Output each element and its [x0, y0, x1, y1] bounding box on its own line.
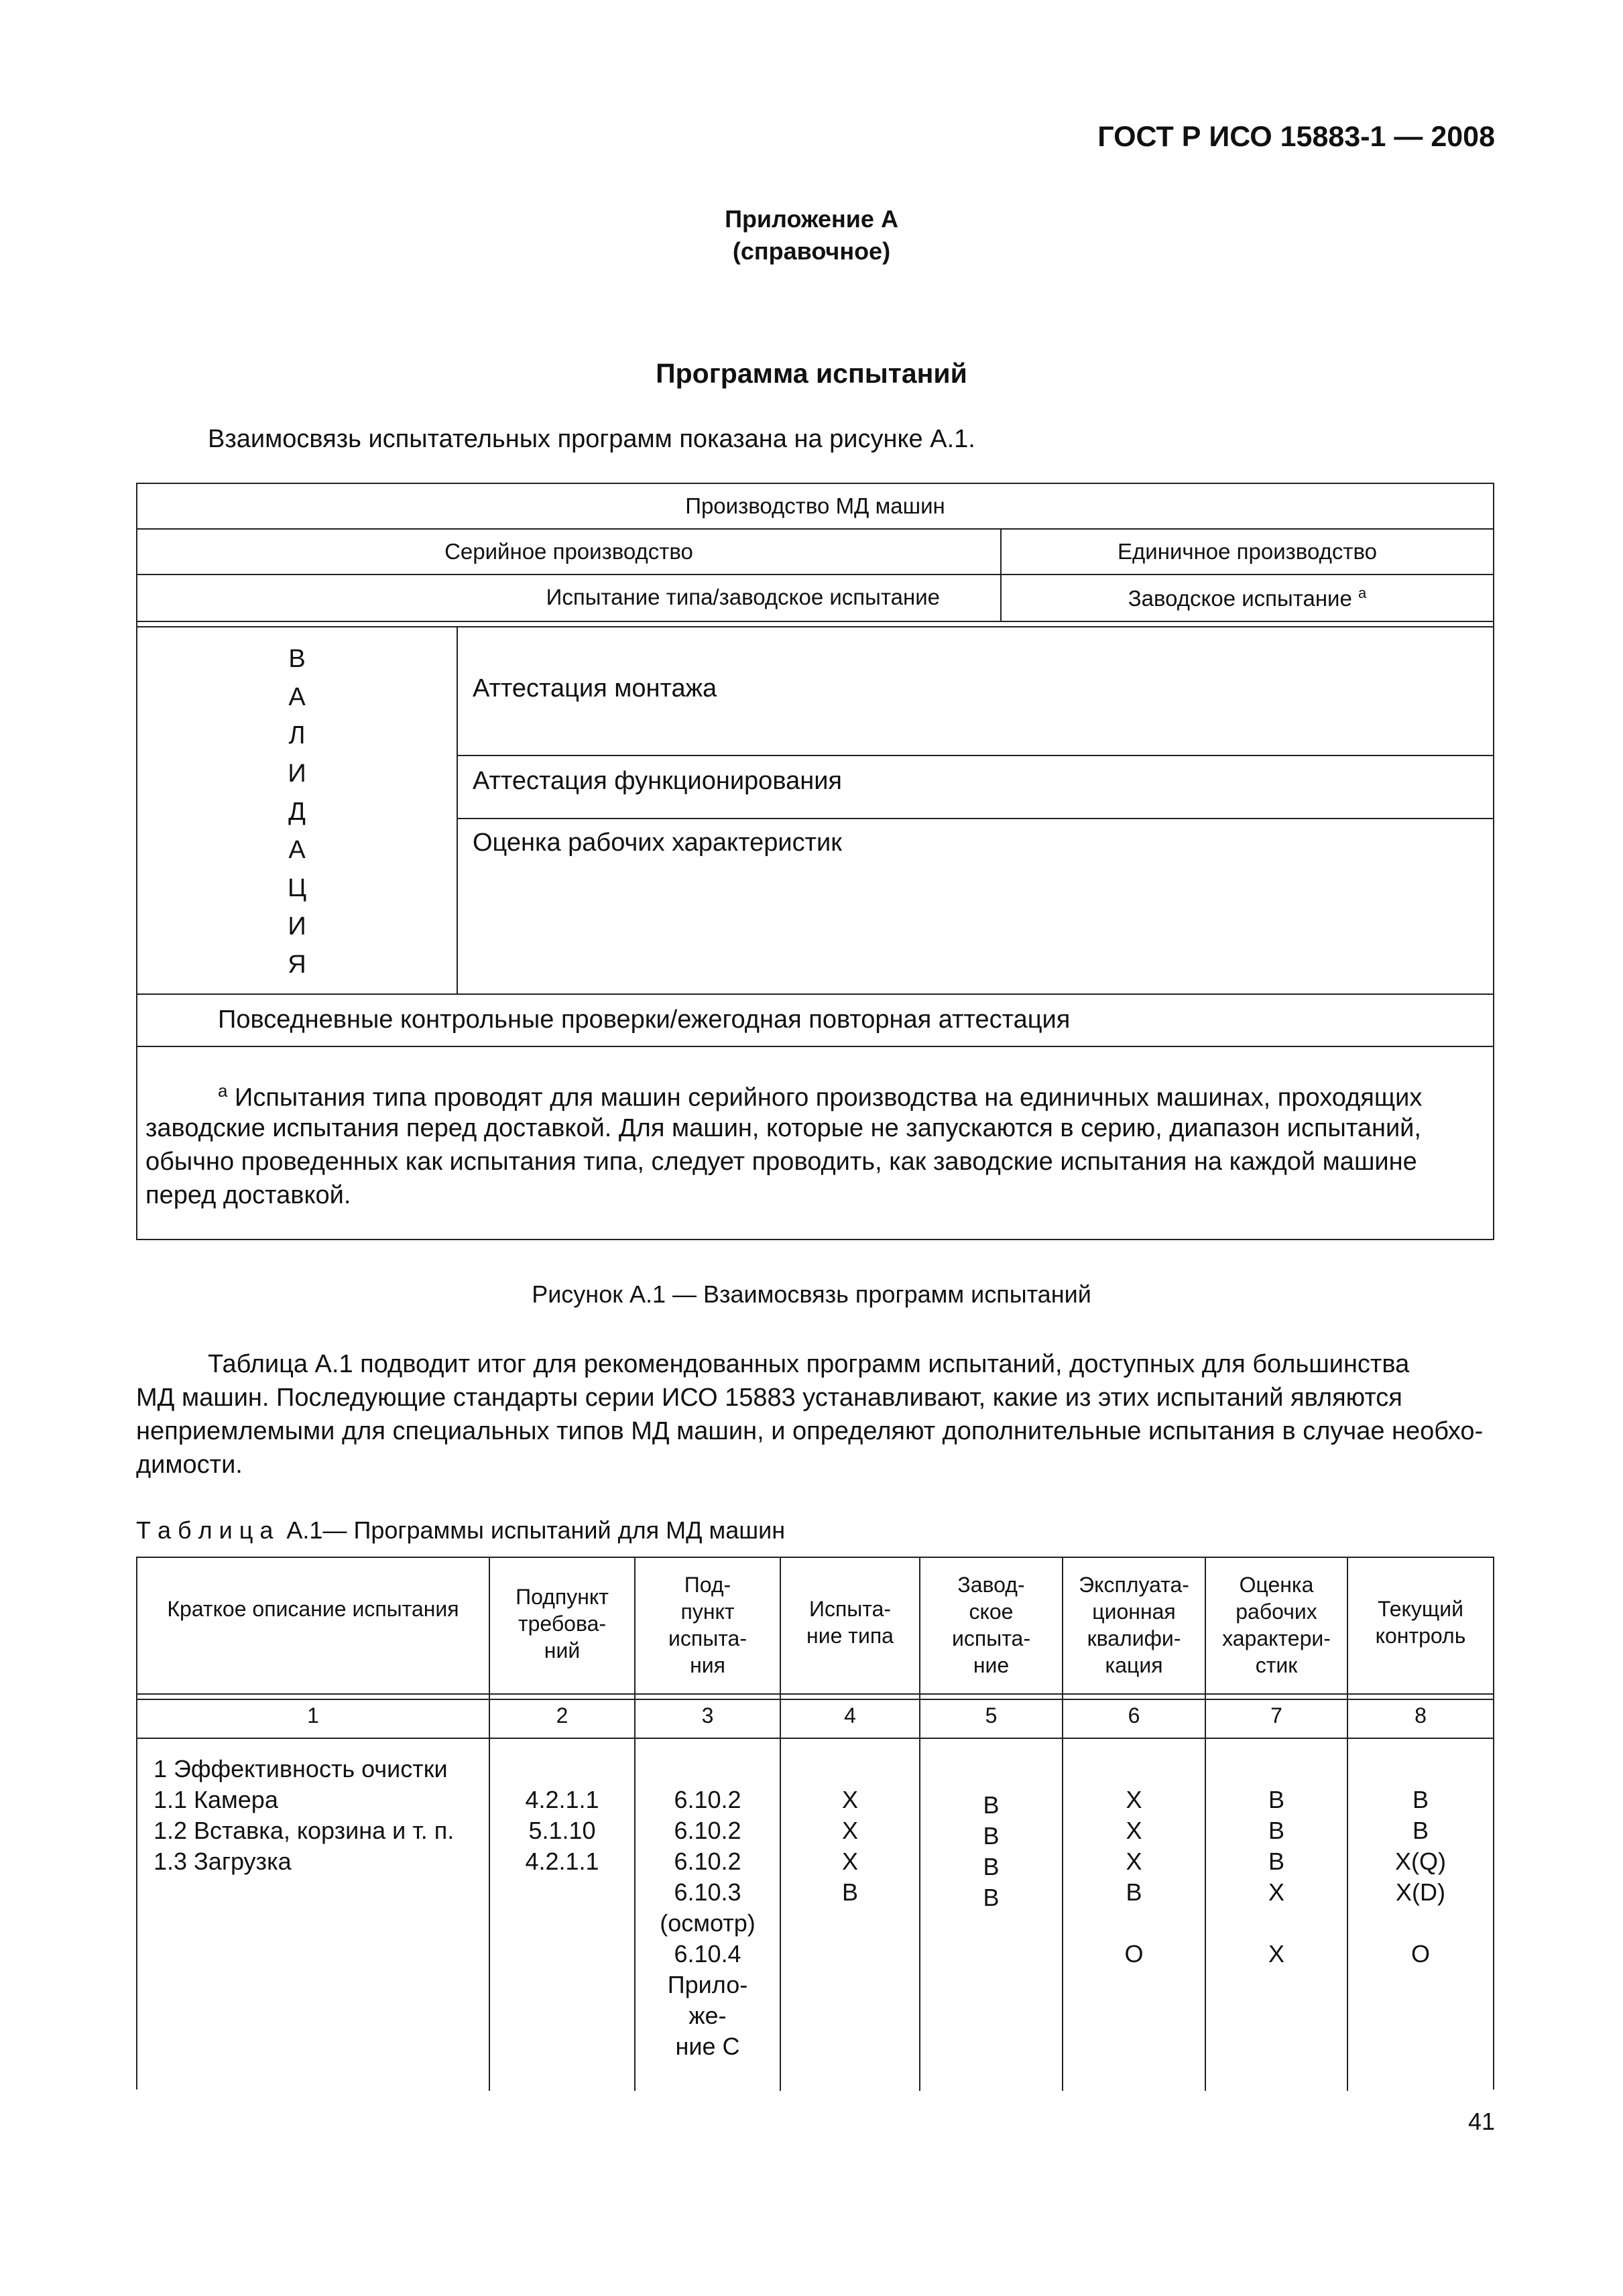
column-header: Текущий контроль [1375, 1597, 1466, 1648]
appendix-title: Приложение А [725, 205, 898, 233]
column-number: 4 [844, 1703, 856, 1728]
figure-divider [457, 626, 458, 993]
page-number: 41 [1467, 2108, 1495, 2135]
footnote-line: заводские испытания перед доставкой. Для машин, которые не запускаются в серию, диапазон испытаний, [145, 1114, 1421, 1142]
figure-row-factory-test: Заводское испытание $^а$ [1128, 585, 1367, 611]
column-number: 8 [1415, 1703, 1427, 1728]
figure-divider [137, 574, 1493, 575]
appendix-subtitle: (справочное) [732, 237, 891, 265]
vertical-letter: Ц [287, 874, 307, 902]
vertical-letter: А [288, 836, 306, 864]
table-cell-operational-qualification: X X X В О [1124, 1786, 1144, 1968]
column-header: Испыта- ние типа [806, 1597, 894, 1648]
column-number: 7 [1270, 1703, 1282, 1728]
figure-row-type-test: Испытание типа/заводское испытание [546, 585, 940, 609]
document-standard-id: ГОСТ Р ИСО 15883-1 — 2008 [1097, 121, 1495, 153]
figure-test-programs [136, 483, 1494, 1240]
figure-row-serial: Серийное производство [444, 539, 693, 564]
column-header: Подпункт требова- ний [516, 1585, 609, 1663]
footnote-line: перед доставкой. [145, 1181, 351, 1209]
column-header: Краткое описание испытания [167, 1597, 459, 1621]
figure-row-production: Производство МД машин [685, 493, 945, 518]
section-title: Программа испытаний [656, 358, 967, 389]
column-number: 2 [556, 1703, 568, 1728]
column-header: Под- пункт испыта- ния [668, 1573, 747, 1677]
stage-operational-qualification: Аттестация функционирования [473, 767, 842, 795]
table-cell-test-clause: 6.10.2 6.10.2 6.10.2 6.10.3 (осмотр) 6.10.4 Прило- же- ние С [660, 1786, 756, 2060]
stage-installation-qualification: Аттестация монтажа [473, 674, 717, 703]
table-cell-type-test: X X X В [841, 1786, 858, 1906]
paragraph-line: неприемлемыми для специальных типов МД машин, и определяют дополнительные испытания в случае необхо- [136, 1417, 1484, 1445]
table-divider [137, 1738, 1493, 1739]
intro-text: Взаимосвязь испытательных программ показана на рисунке А.1. [208, 425, 975, 453]
figure-caption: Рисунок А.1 — Взаимосвязь программ испытаний [532, 1280, 1091, 1308]
table-cell-requirement-clause: 4.2.1.1 5.1.10 4.2.1.1 [525, 1786, 599, 1875]
column-number: 6 [1128, 1703, 1140, 1728]
stage-performance-qualification: Оценка рабочих характеристик [473, 829, 842, 857]
test-programs-table [136, 1557, 1494, 2090]
vertical-letter: Д [288, 798, 306, 826]
figure-divider [137, 1046, 1493, 1047]
vertical-letter: А [288, 683, 306, 711]
footnote-line: $^а$ Испытания типа проводят для машин серийного производства на единичных машинах, проходящих [218, 1081, 1423, 1112]
vertical-letter: И [288, 760, 306, 788]
table-divider [137, 1699, 1493, 1700]
figure-row-single: Единичное производство [1118, 539, 1377, 564]
routine-checks: Повседневные контрольные проверки/ежегодная повторная аттестация [218, 1006, 1071, 1034]
paragraph-line: димости. [136, 1451, 243, 1479]
table-cell-performance-qualification: В В В X X [1268, 1786, 1284, 1968]
vertical-letter: И [288, 912, 306, 941]
table-caption: Т а б л и ц а А.1— Программы испытаний для МД машин [136, 1516, 786, 1544]
figure-divider [137, 621, 1493, 622]
table-divider [137, 1693, 1493, 1695]
column-number: 1 [307, 1703, 319, 1728]
figure-divider [457, 818, 1493, 819]
paragraph-line: МД машин. Последующие стандарты серии ИСО 15883 устанавливают, какие из этих испытаний являются [136, 1384, 1402, 1412]
figure-divider [137, 993, 1493, 995]
vertical-letter: Я [288, 951, 306, 979]
figure-divider [137, 626, 1493, 627]
column-number: 5 [985, 1703, 998, 1728]
vertical-letter: Л [288, 721, 306, 749]
column-number: 3 [701, 1703, 714, 1728]
table-cell-routine-control: В В X(Q) X(D) О [1395, 1786, 1446, 1968]
vertical-letter: В [288, 645, 306, 673]
figure-divider [457, 755, 1493, 756]
footnote-line: обычно проведенных как испытания типа, следует проводить, как заводские испытания на каждой машине [145, 1148, 1417, 1176]
figure-divider [137, 528, 1493, 530]
table-cell-factory-test: В В В В [983, 1791, 1000, 1911]
column-header: Завод- ское испыта- ние [952, 1573, 1030, 1677]
column-header: Эксплуата- ционная квалифи- кация [1079, 1573, 1189, 1677]
column-header: Оценка рабочих характери- стик [1222, 1573, 1331, 1677]
paragraph-line: Таблица А.1 подводит итог для рекомендованных программ испытаний, доступных для большинства [208, 1350, 1410, 1378]
table-cell-description: 1 Эффективность очистки 1.1 Камера 1.2 Вставка, корзина и т. п. 1.3 Загрузка [154, 1755, 455, 1875]
